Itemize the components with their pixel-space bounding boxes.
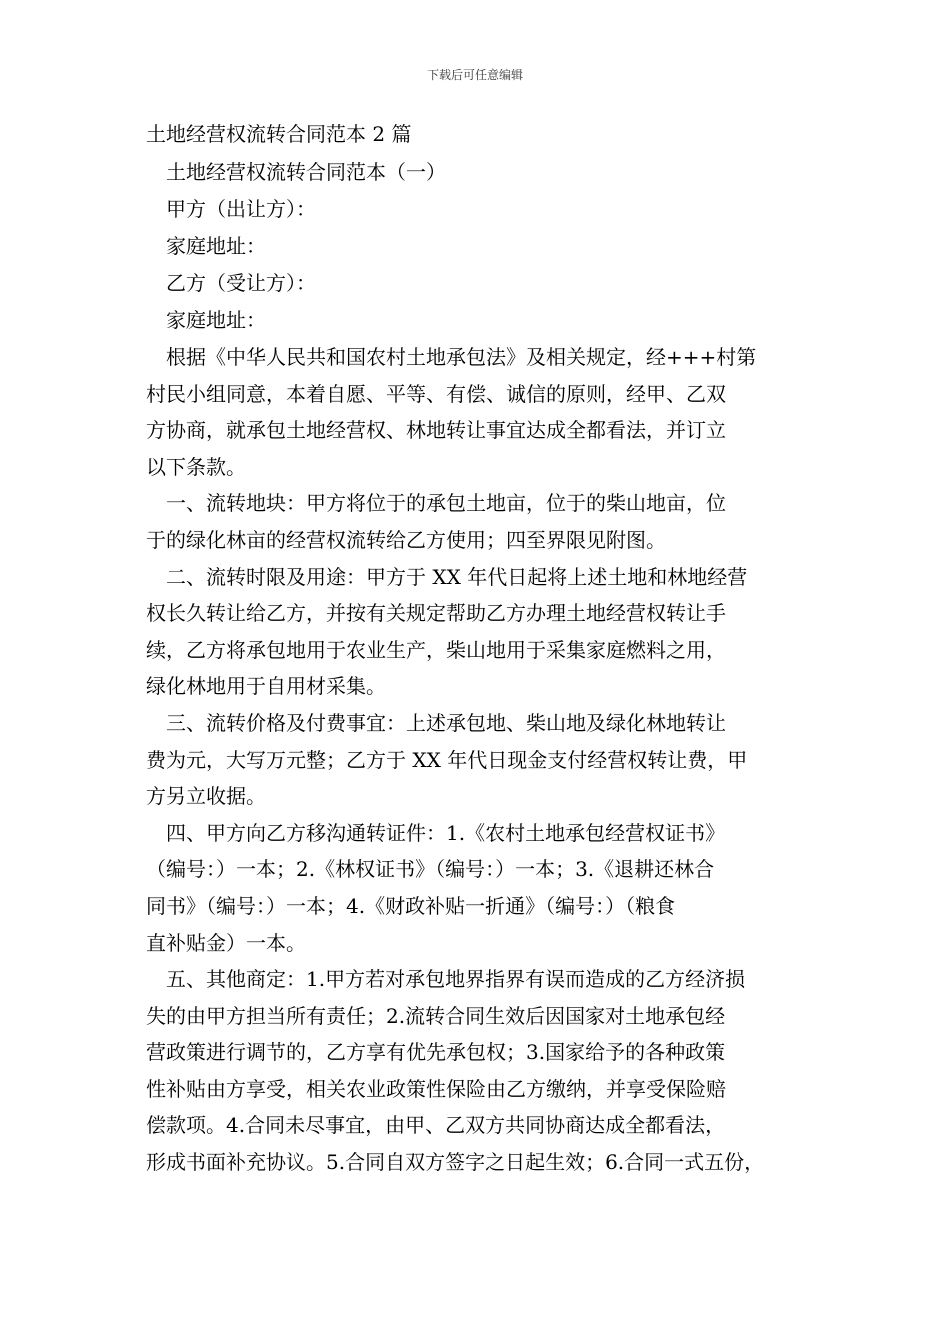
party-b-line: 乙方（受让方）： <box>166 271 316 295</box>
text-line: 四、甲方向乙方移沟通转证件：1.《农村土地承包经营权证书》 <box>166 820 726 845</box>
text-line: 营政策进行调节的，乙方享有优先承包权；3.国家给予的各种政策 <box>146 1040 726 1065</box>
document-title: 土地经营权流转合同范本 2 篇 <box>146 122 412 146</box>
text-line: 续，乙方将承包地用于农业生产，柴山地用于采集家庭燃料之用， <box>146 637 726 662</box>
paragraph-clause-3 <box>146 705 812 815</box>
paragraph-preamble <box>146 339 812 485</box>
text-line: 一、流转地块：甲方将位于的承包土地亩，位于的柴山地亩，位 <box>166 491 726 516</box>
text-line: 权长久转让给乙方，并按有关规定帮助乙方办理土地经营权转让手 <box>146 601 726 626</box>
text-line: 费为元，大写万元整；乙方于 XX 年代日现金支付经营权转让费，甲 <box>146 747 748 772</box>
text-line: 二、流转时限及用途：甲方于 XX 年代日起将上述土地和林地经营 <box>166 564 748 589</box>
text-line: 失的由甲方担当所有责任；2.流转合同生效后因国家对土地承包经 <box>146 1003 726 1028</box>
text-line: （编号：）一本；2.《林权证书》（编号：）一本；3.《退耕还林合 <box>146 857 715 882</box>
text-line: 根据《中华人民共和国农村土地承包法》及相关规定，经+++村第 <box>166 345 757 369</box>
text-line: 五、其他商定：1.甲方若对承包地界指界有误而造成的乙方经济损 <box>166 967 746 992</box>
text-line: 直补贴金）一本。 <box>146 930 306 955</box>
party-b-address: 家庭地址： <box>166 308 266 332</box>
text-line: 三、流转价格及付费事宜：上述承包地、柴山地及绿化林地转让 <box>166 710 726 735</box>
text-line: 偿款项。4.合同未尽事宜，由甲、乙双方共同协商达成全都看法， <box>146 1113 726 1138</box>
text-line: 于的绿化林亩的经营权流转给乙方使用；四至界限见附图。 <box>146 527 666 552</box>
text-line: 性补贴由方享受，相关农业政策性保险由乙方缴纳，并享受保险赔 <box>146 1076 726 1101</box>
text-line: 形成书面补充协议。5.合同自双方签字之日起生效；6.合同一式五份， <box>146 1150 765 1175</box>
contract-subtitle: 土地经营权流转合同范本（一） <box>166 160 446 184</box>
paragraph-clause-5 <box>146 961 812 1181</box>
text-line: 方另立收据。 <box>146 784 266 809</box>
text-line: 方协商，就承包土地经营权、林地转让事宜达成全都看法，并订立 <box>146 418 726 443</box>
paragraph-clause-4 <box>146 815 812 961</box>
party-a-line: 甲方（出让方）： <box>166 197 316 221</box>
paragraph-clause-2 <box>146 559 812 705</box>
party-a-address: 家庭地址： <box>166 234 266 258</box>
text-line: 同书》（编号：）一本；4.《财政补贴一折通》（编号：）（粮食 <box>146 893 676 918</box>
paragraph-clause-1 <box>146 485 812 558</box>
page-header-note: 下载后可任意编辑 <box>426 68 523 82</box>
document-body <box>146 116 812 1181</box>
text-line: 绿化林地用于自用材采集。 <box>146 674 386 699</box>
text-line: 以下条款。 <box>146 454 246 479</box>
text-line: 村民小组同意，本着自愿、平等、有偿、诚信的原则，经甲、乙双 <box>146 381 726 406</box>
